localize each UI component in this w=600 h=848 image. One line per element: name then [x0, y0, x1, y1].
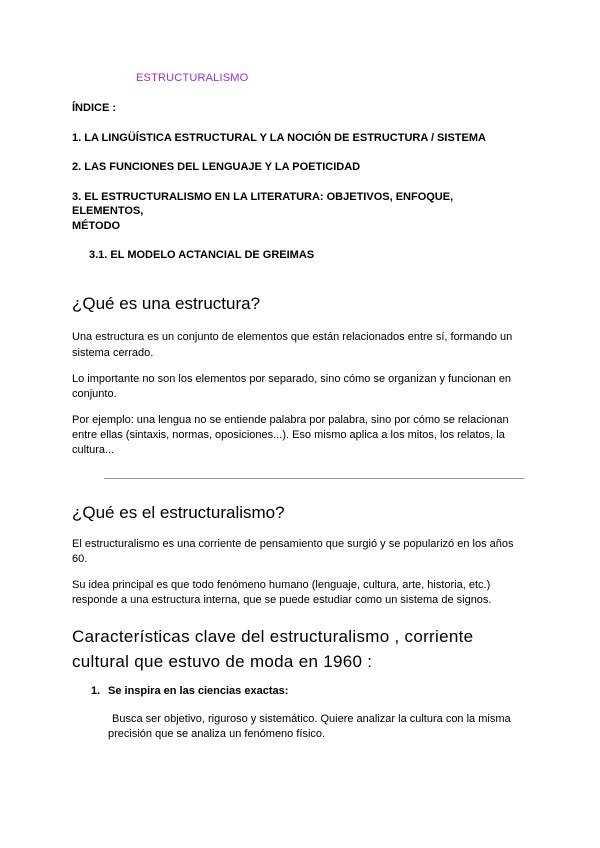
document-title: ESTRUCTURALISMO — [136, 72, 249, 84]
index-label: ÍNDICE : — [72, 102, 116, 114]
index-item-2: 2. LAS FUNCIONES DEL LENGUAJE Y LA POETICIDAD — [72, 161, 361, 173]
paragraph-line: responde a una estructura interna, que se puede estudiar como un sistema de signos. — [72, 594, 492, 606]
paragraph-line: entre ellas (sintaxis, normas, oposiciones...). Eso mismo aplica a los mitos, los relatos, la — [72, 429, 505, 441]
section-heading-characteristics: Características clave del estructuralismo , corriente — [72, 627, 474, 646]
paragraph-line: sistema cerrado. — [72, 347, 154, 359]
index-item-3-continued: ELEMENTOS, — [72, 205, 144, 217]
section-heading-structuralism: ¿Qué es el estructuralismo? — [72, 503, 285, 522]
paragraph-line: Lo importante no son los elementos por separado, sino cómo se organizan y funcionan en — [72, 373, 512, 385]
section-heading-structure: ¿Qué es una estructura? — [72, 294, 261, 313]
paragraph-line: El estructuralismo es una corriente de pensamiento que surgió y se popularizó en los años — [72, 538, 514, 550]
paragraph-line: conjunto. — [72, 388, 117, 400]
index-item-1: 1. LA LINGÜÍSTICA ESTRUCTURAL Y LA NOCIÓN DE ESTRUCTURA / SISTEMA — [72, 132, 486, 144]
paragraph-line: Una estructura es un conjunto de elementos que están relacionados entre sí, formando un — [72, 331, 513, 343]
paragraph-line: Su idea principal es que todo fenómeno humano (lenguaje, cultura, arte, historia, etc.) — [72, 579, 491, 591]
list-item-number: 1. — [91, 685, 101, 697]
list-item-text: precisión que se analiza un fenómeno físico. — [108, 728, 326, 740]
paragraph-line: Por ejemplo: una lengua no se entiende palabra por palabra, sino por cómo se relacionan — [72, 414, 509, 426]
index-item-3-end: MÉTODO — [72, 220, 121, 232]
index-item-3: 3. EL ESTRUCTURALISMO EN LA LITERATURA: OBJETIVOS, ENFOQUE, — [72, 191, 454, 203]
horizontal-rule — [104, 478, 524, 479]
paragraph-line: cultura... — [72, 444, 115, 456]
paragraph-line: 60. — [72, 553, 88, 565]
list-item-title: Se inspira en las ciencias exactas: — [108, 685, 289, 697]
list-item-text: Busca ser objetivo, riguroso y sistemático. Quiere analizar la cultura con la misma — [112, 713, 511, 725]
index-item-3-1: 3.1. EL MODELO ACTANCIAL DE GREIMAS — [89, 249, 315, 261]
section-heading-characteristics-continued: cultural que estuvo de moda en 1960 : — [72, 652, 373, 671]
